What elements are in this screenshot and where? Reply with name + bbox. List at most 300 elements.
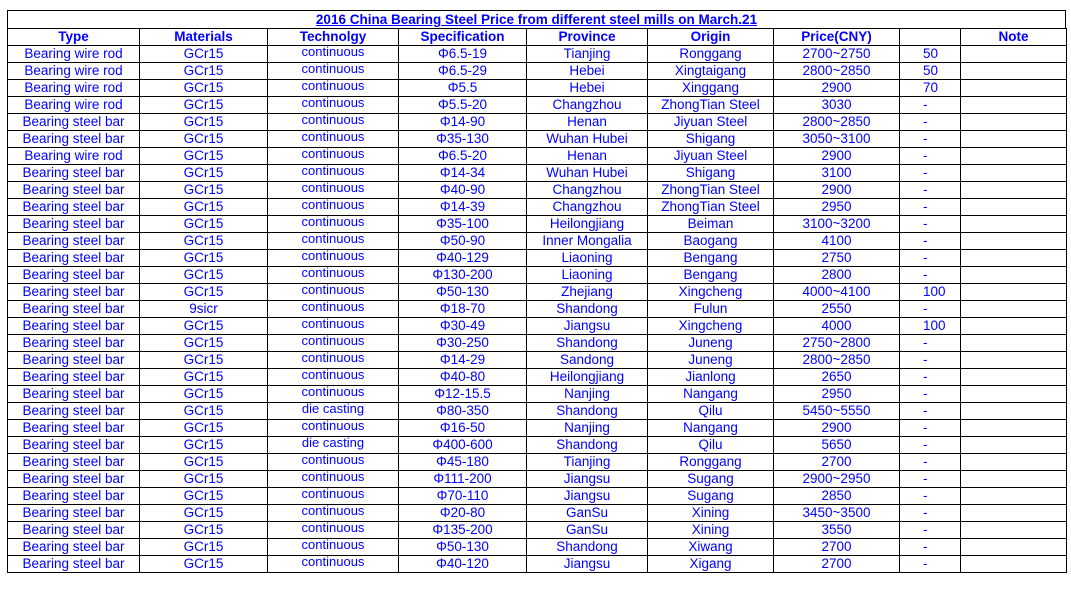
cell-materials: GCr15 <box>140 80 268 97</box>
cell-note <box>961 114 1067 131</box>
cell-origin: ZhongTian Steel <box>648 199 774 216</box>
cell-technology: continuous <box>268 182 399 199</box>
cell-price: 2900 <box>774 80 900 97</box>
cell-price: 2800 <box>774 267 900 284</box>
cell-materials: GCr15 <box>140 165 268 182</box>
table-row <box>8 403 1067 420</box>
cell-type: Bearing steel bar <box>8 403 140 420</box>
cell-province: Heilongjiang <box>527 369 648 386</box>
cell-technology: die casting <box>268 403 399 420</box>
price-table <box>7 28 1067 573</box>
cell-materials: GCr15 <box>140 454 268 471</box>
cell-price: 2800~2850 <box>774 114 900 131</box>
cell-materials: GCr15 <box>140 556 268 573</box>
table-row <box>8 148 1067 165</box>
cell-technology: continuous <box>268 454 399 471</box>
cell-type: Bearing steel bar <box>8 420 140 437</box>
cell-price: 5450~5550 <box>774 403 900 420</box>
cell-origin: Xining <box>648 522 774 539</box>
cell-price: 3450~3500 <box>774 505 900 522</box>
cell-type: Bearing steel bar <box>8 318 140 335</box>
cell-origin: Xingtaigang <box>648 63 774 80</box>
cell-technology: continuous <box>268 335 399 352</box>
cell-note <box>961 301 1067 318</box>
cell-technology: continuous <box>268 233 399 250</box>
cell-origin: ZhongTian Steel <box>648 97 774 114</box>
table-row <box>8 420 1067 437</box>
cell-technology: continuous <box>268 420 399 437</box>
cell-note <box>961 199 1067 216</box>
cell-extra: - <box>900 556 961 573</box>
cell-type: Bearing steel bar <box>8 556 140 573</box>
cell-extra: - <box>900 437 961 454</box>
header-province: Province <box>527 29 648 46</box>
cell-extra: - <box>900 471 961 488</box>
cell-province: Henan <box>527 114 648 131</box>
cell-origin: Baogang <box>648 233 774 250</box>
cell-technology: continuous <box>268 318 399 335</box>
cell-province: Shandong <box>527 301 648 318</box>
cell-province: Shandong <box>527 403 648 420</box>
table-row <box>8 454 1067 471</box>
header-materials: Materials <box>140 29 268 46</box>
cell-type: Bearing steel bar <box>8 199 140 216</box>
table-row <box>8 369 1067 386</box>
cell-specification: Φ35-100 <box>399 216 527 233</box>
cell-specification: Φ50-90 <box>399 233 527 250</box>
header-row <box>8 29 1067 46</box>
cell-type: Bearing steel bar <box>8 114 140 131</box>
cell-technology: continuous <box>268 199 399 216</box>
cell-note <box>961 318 1067 335</box>
cell-specification: Φ16-50 <box>399 420 527 437</box>
cell-origin: Xigang <box>648 556 774 573</box>
cell-type: Bearing steel bar <box>8 284 140 301</box>
cell-materials: GCr15 <box>140 522 268 539</box>
cell-province: Jiangsu <box>527 318 648 335</box>
cell-extra: 100 <box>900 284 961 301</box>
cell-specification: Φ50-130 <box>399 284 527 301</box>
table-row <box>8 199 1067 216</box>
table-row <box>8 233 1067 250</box>
cell-extra: - <box>900 454 961 471</box>
cell-technology: continuous <box>268 114 399 131</box>
cell-extra: - <box>900 301 961 318</box>
cell-province: Shandong <box>527 437 648 454</box>
table-row <box>8 250 1067 267</box>
cell-specification: Φ30-49 <box>399 318 527 335</box>
cell-note <box>961 488 1067 505</box>
cell-materials: GCr15 <box>140 335 268 352</box>
cell-materials: GCr15 <box>140 233 268 250</box>
cell-technology: continuous <box>268 284 399 301</box>
table-row <box>8 46 1067 63</box>
table-row <box>8 539 1067 556</box>
cell-type: Bearing steel bar <box>8 471 140 488</box>
cell-extra: - <box>900 522 961 539</box>
cell-specification: Φ40-129 <box>399 250 527 267</box>
cell-price: 2700 <box>774 556 900 573</box>
cell-specification: Φ14-29 <box>399 352 527 369</box>
cell-extra: - <box>900 131 961 148</box>
cell-materials: GCr15 <box>140 148 268 165</box>
cell-note <box>961 216 1067 233</box>
cell-price: 3100~3200 <box>774 216 900 233</box>
cell-price: 2700 <box>774 454 900 471</box>
cell-materials: GCr15 <box>140 488 268 505</box>
header-origin: Origin <box>648 29 774 46</box>
cell-origin: Xingcheng <box>648 284 774 301</box>
cell-materials: GCr15 <box>140 216 268 233</box>
cell-province: Tianjing <box>527 454 648 471</box>
cell-type: Bearing steel bar <box>8 386 140 403</box>
cell-province: Jiangsu <box>527 471 648 488</box>
cell-province: Heilongjiang <box>527 216 648 233</box>
table-body <box>8 46 1067 573</box>
table-row <box>8 471 1067 488</box>
cell-extra: - <box>900 352 961 369</box>
cell-province: Hebei <box>527 63 648 80</box>
cell-specification: Φ14-39 <box>399 199 527 216</box>
cell-materials: GCr15 <box>140 97 268 114</box>
cell-price: 2800~2850 <box>774 352 900 369</box>
cell-extra: - <box>900 335 961 352</box>
cell-note <box>961 352 1067 369</box>
cell-technology: continuous <box>268 488 399 505</box>
cell-origin: Sugang <box>648 471 774 488</box>
cell-origin: Jianlong <box>648 369 774 386</box>
cell-materials: GCr15 <box>140 318 268 335</box>
cell-province: Wuhan Hubei <box>527 131 648 148</box>
table-row <box>8 335 1067 352</box>
cell-technology: continuous <box>268 97 399 114</box>
cell-type: Bearing steel bar <box>8 267 140 284</box>
cell-extra: - <box>900 488 961 505</box>
cell-note <box>961 148 1067 165</box>
cell-materials: GCr15 <box>140 420 268 437</box>
cell-specification: Φ14-90 <box>399 114 527 131</box>
cell-extra: 70 <box>900 80 961 97</box>
cell-extra: - <box>900 369 961 386</box>
cell-type: Bearing steel bar <box>8 165 140 182</box>
cell-note <box>961 182 1067 199</box>
cell-origin: Qilu <box>648 403 774 420</box>
cell-technology: continuous <box>268 63 399 80</box>
cell-technology: continuous <box>268 80 399 97</box>
cell-extra: - <box>900 114 961 131</box>
cell-type: Bearing steel bar <box>8 488 140 505</box>
cell-technology: continuous <box>268 267 399 284</box>
cell-price: 2800~2850 <box>774 63 900 80</box>
cell-province: Changzhou <box>527 199 648 216</box>
cell-note <box>961 284 1067 301</box>
cell-price: 2950 <box>774 386 900 403</box>
cell-materials: GCr15 <box>140 403 268 420</box>
cell-origin: Shigang <box>648 165 774 182</box>
sheet-title: 2016 China Bearing Steel Price from different steel mills on March.21 <box>7 10 1066 28</box>
cell-type: Bearing steel bar <box>8 182 140 199</box>
cell-specification: Φ6.5-29 <box>399 63 527 80</box>
cell-note <box>961 63 1067 80</box>
cell-technology: die casting <box>268 437 399 454</box>
cell-note <box>961 250 1067 267</box>
cell-specification: Φ14-34 <box>399 165 527 182</box>
cell-origin: Juneng <box>648 335 774 352</box>
cell-extra: - <box>900 250 961 267</box>
cell-type: Bearing steel bar <box>8 250 140 267</box>
cell-origin: Qilu <box>648 437 774 454</box>
cell-materials: GCr15 <box>140 284 268 301</box>
cell-type: Bearing steel bar <box>8 335 140 352</box>
cell-origin: Juneng <box>648 352 774 369</box>
cell-specification: Φ12-15.5 <box>399 386 527 403</box>
cell-extra: - <box>900 165 961 182</box>
cell-origin: Nangang <box>648 420 774 437</box>
cell-type: Bearing steel bar <box>8 437 140 454</box>
cell-province: Wuhan Hubei <box>527 165 648 182</box>
cell-price: 3050~3100 <box>774 131 900 148</box>
cell-materials: GCr15 <box>140 437 268 454</box>
cell-technology: continuous <box>268 301 399 318</box>
cell-extra: - <box>900 386 961 403</box>
cell-materials: GCr15 <box>140 63 268 80</box>
cell-note <box>961 46 1067 63</box>
cell-origin: Xingcheng <box>648 318 774 335</box>
cell-type: Bearing wire rod <box>8 148 140 165</box>
cell-origin: Xiwang <box>648 539 774 556</box>
cell-note <box>961 437 1067 454</box>
cell-note <box>961 522 1067 539</box>
cell-extra: 50 <box>900 63 961 80</box>
table-row <box>8 505 1067 522</box>
cell-note <box>961 369 1067 386</box>
cell-origin: Shigang <box>648 131 774 148</box>
cell-technology: continuous <box>268 148 399 165</box>
cell-note <box>961 80 1067 97</box>
cell-type: Bearing steel bar <box>8 216 140 233</box>
cell-materials: GCr15 <box>140 114 268 131</box>
cell-type: Bearing steel bar <box>8 522 140 539</box>
cell-specification: Φ35-130 <box>399 131 527 148</box>
cell-province: GanSu <box>527 522 648 539</box>
table-row <box>8 182 1067 199</box>
cell-type: Bearing steel bar <box>8 352 140 369</box>
cell-note <box>961 471 1067 488</box>
cell-price: 4000~4100 <box>774 284 900 301</box>
header-type: Type <box>8 29 140 46</box>
cell-price: 2900 <box>774 420 900 437</box>
cell-materials: GCr15 <box>140 199 268 216</box>
cell-origin: Jiyuan Steel <box>648 114 774 131</box>
cell-price: 4100 <box>774 233 900 250</box>
cell-extra: - <box>900 403 961 420</box>
cell-materials: GCr15 <box>140 471 268 488</box>
cell-price: 2650 <box>774 369 900 386</box>
cell-type: Bearing steel bar <box>8 505 140 522</box>
cell-type: Bearing wire rod <box>8 80 140 97</box>
cell-note <box>961 97 1067 114</box>
cell-technology: continuous <box>268 250 399 267</box>
cell-price: 2900 <box>774 182 900 199</box>
cell-technology: continuous <box>268 505 399 522</box>
cell-origin: Xinggang <box>648 80 774 97</box>
cell-materials: GCr15 <box>140 386 268 403</box>
cell-type: Bearing steel bar <box>8 454 140 471</box>
cell-price: 2700~2750 <box>774 46 900 63</box>
header-price: Price(CNY) <box>774 29 900 46</box>
cell-price: 2700 <box>774 539 900 556</box>
cell-note <box>961 165 1067 182</box>
cell-price: 2900 <box>774 148 900 165</box>
cell-extra: - <box>900 97 961 114</box>
cell-extra: - <box>900 420 961 437</box>
cell-province: Jiangsu <box>527 556 648 573</box>
cell-type: Bearing steel bar <box>8 539 140 556</box>
cell-price: 3030 <box>774 97 900 114</box>
cell-province: Sandong <box>527 352 648 369</box>
cell-origin: Jiyuan Steel <box>648 148 774 165</box>
cell-technology: continuous <box>268 556 399 573</box>
cell-specification: Φ130-200 <box>399 267 527 284</box>
cell-technology: continuous <box>268 471 399 488</box>
cell-extra: - <box>900 216 961 233</box>
cell-note <box>961 131 1067 148</box>
cell-province: Henan <box>527 148 648 165</box>
cell-province: Jiangsu <box>527 488 648 505</box>
cell-province: Zhejiang <box>527 284 648 301</box>
cell-origin: Ronggang <box>648 454 774 471</box>
cell-specification: Φ111-200 <box>399 471 527 488</box>
table-row <box>8 267 1067 284</box>
cell-province: Nanjing <box>527 386 648 403</box>
cell-technology: continuous <box>268 46 399 63</box>
cell-note <box>961 386 1067 403</box>
cell-price: 2550 <box>774 301 900 318</box>
cell-materials: GCr15 <box>140 352 268 369</box>
cell-price: 4000 <box>774 318 900 335</box>
cell-origin: Bengang <box>648 250 774 267</box>
cell-province: Hebei <box>527 80 648 97</box>
cell-materials: GCr15 <box>140 182 268 199</box>
cell-technology: continuous <box>268 522 399 539</box>
header-technology: Technolgy <box>268 29 399 46</box>
cell-extra: - <box>900 539 961 556</box>
cell-province: Changzhou <box>527 182 648 199</box>
cell-extra: 100 <box>900 318 961 335</box>
cell-specification: Φ400-600 <box>399 437 527 454</box>
cell-origin: Nangang <box>648 386 774 403</box>
cell-materials: GCr15 <box>140 267 268 284</box>
cell-type: Bearing steel bar <box>8 301 140 318</box>
cell-specification: Φ20-80 <box>399 505 527 522</box>
cell-note <box>961 335 1067 352</box>
cell-specification: Φ5.5 <box>399 80 527 97</box>
cell-note <box>961 505 1067 522</box>
cell-price: 3550 <box>774 522 900 539</box>
cell-specification: Φ40-90 <box>399 182 527 199</box>
cell-specification: Φ80-350 <box>399 403 527 420</box>
cell-specification: Φ40-80 <box>399 369 527 386</box>
cell-note <box>961 420 1067 437</box>
cell-materials: GCr15 <box>140 46 268 63</box>
cell-province: Nanjing <box>527 420 648 437</box>
cell-technology: continuous <box>268 165 399 182</box>
cell-province: Inner Mongalia <box>527 233 648 250</box>
cell-technology: continuous <box>268 386 399 403</box>
cell-province: Shandong <box>527 335 648 352</box>
cell-province: Liaoning <box>527 250 648 267</box>
cell-materials: GCr15 <box>140 539 268 556</box>
cell-technology: continuous <box>268 539 399 556</box>
cell-origin: Beiman <box>648 216 774 233</box>
table-row <box>8 386 1067 403</box>
cell-technology: continuous <box>268 216 399 233</box>
cell-extra: - <box>900 182 961 199</box>
cell-materials: GCr15 <box>140 369 268 386</box>
cell-specification: Φ18-70 <box>399 301 527 318</box>
cell-type: Bearing wire rod <box>8 63 140 80</box>
cell-note <box>961 233 1067 250</box>
cell-note <box>961 556 1067 573</box>
cell-materials: GCr15 <box>140 131 268 148</box>
table-row <box>8 216 1067 233</box>
cell-note <box>961 267 1067 284</box>
cell-type: Bearing steel bar <box>8 131 140 148</box>
cell-specification: Φ5.5-20 <box>399 97 527 114</box>
table-row <box>8 284 1067 301</box>
price-sheet <box>7 10 1066 573</box>
cell-province: Liaoning <box>527 267 648 284</box>
cell-price: 5650 <box>774 437 900 454</box>
cell-price: 2750 <box>774 250 900 267</box>
cell-extra: - <box>900 267 961 284</box>
table-row <box>8 437 1067 454</box>
header-specification: Specification <box>399 29 527 46</box>
cell-specification: Φ6.5-20 <box>399 148 527 165</box>
cell-origin: Fulun <box>648 301 774 318</box>
table-row <box>8 80 1067 97</box>
cell-province: Changzhou <box>527 97 648 114</box>
cell-province: Tianjing <box>527 46 648 63</box>
cell-specification: Φ135-200 <box>399 522 527 539</box>
cell-type: Bearing wire rod <box>8 46 140 63</box>
cell-origin: ZhongTian Steel <box>648 182 774 199</box>
cell-origin: Ronggang <box>648 46 774 63</box>
cell-price: 3100 <box>774 165 900 182</box>
table-row <box>8 318 1067 335</box>
table-row <box>8 63 1067 80</box>
cell-extra: - <box>900 199 961 216</box>
cell-materials: GCr15 <box>140 505 268 522</box>
cell-specification: Φ30-250 <box>399 335 527 352</box>
cell-extra: 50 <box>900 46 961 63</box>
cell-extra: - <box>900 505 961 522</box>
table-row <box>8 114 1067 131</box>
cell-price: 2850 <box>774 488 900 505</box>
cell-technology: continuous <box>268 131 399 148</box>
table-row <box>8 301 1067 318</box>
table-row <box>8 352 1067 369</box>
table-row <box>8 97 1067 114</box>
table-row <box>8 131 1067 148</box>
cell-extra: - <box>900 148 961 165</box>
table-row <box>8 522 1067 539</box>
header-note: Note <box>961 29 1067 46</box>
cell-specification: Φ50-130 <box>399 539 527 556</box>
cell-specification: Φ6.5-19 <box>399 46 527 63</box>
cell-materials: 9sicr <box>140 301 268 318</box>
cell-note <box>961 454 1067 471</box>
